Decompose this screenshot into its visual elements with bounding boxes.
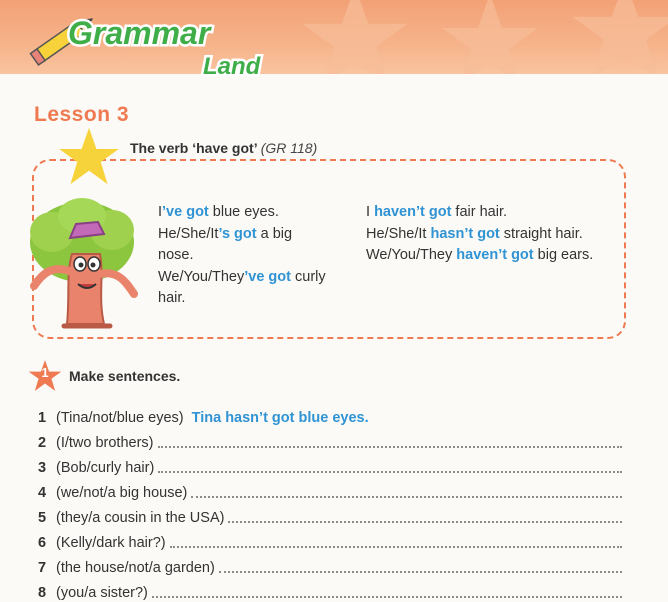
sentence-text: a big nose. bbox=[158, 225, 293, 263]
item-prompt: (they/a cousin in the USA) bbox=[56, 510, 225, 526]
item-number: 2 bbox=[38, 435, 47, 451]
exercise-item bbox=[38, 527, 628, 552]
grammar-heading-text: The verb ‘have got’ bbox=[130, 140, 257, 156]
answer-line[interactable] bbox=[219, 571, 622, 573]
sentence-text: I bbox=[366, 204, 375, 220]
exercise-title: Make sentences. bbox=[69, 368, 181, 384]
verb-form-highlight: haven’t got bbox=[456, 247, 534, 263]
tree-character-illustration bbox=[22, 194, 150, 334]
sentence-text: straight hair. bbox=[499, 225, 583, 242]
sentence-text: We/You/They bbox=[158, 268, 245, 285]
sentence-text: blue eyes. bbox=[208, 204, 279, 220]
exercise-item bbox=[38, 427, 628, 452]
right-example-sentence bbox=[366, 245, 596, 267]
grammar-land-logo bbox=[28, 4, 298, 80]
logo-word-grammar: Grammar bbox=[68, 15, 211, 51]
exercise-item bbox=[38, 477, 628, 502]
item-prompt: (Kelly/dark hair?) bbox=[56, 535, 166, 551]
exercise-list bbox=[38, 402, 628, 602]
grammar-heading bbox=[130, 140, 317, 156]
item-prompt: (I/two brothers) bbox=[56, 435, 154, 451]
sentence-text: big ears. bbox=[533, 247, 594, 263]
verb-form-highlight: ’ve got bbox=[244, 268, 291, 285]
item-number: 8 bbox=[38, 585, 47, 601]
exercise-item bbox=[38, 552, 628, 577]
sentence-text: He/She/It bbox=[158, 225, 219, 242]
exercise-item bbox=[38, 402, 628, 427]
sentence-text: I bbox=[158, 204, 163, 220]
item-number: 7 bbox=[38, 560, 47, 576]
answer-line[interactable] bbox=[191, 496, 622, 498]
item-number: 1 bbox=[38, 410, 47, 426]
banner-star-decoration bbox=[300, 0, 410, 74]
banner-star-decoration bbox=[570, 0, 668, 74]
answer-line[interactable] bbox=[158, 471, 622, 473]
item-number: 3 bbox=[38, 460, 47, 476]
item-number: 4 bbox=[38, 485, 47, 501]
item-number: 5 bbox=[38, 510, 47, 526]
right-example-sentence bbox=[366, 202, 596, 224]
left-example-sentence bbox=[158, 224, 328, 267]
sentence-text: fair hair. bbox=[451, 204, 508, 220]
grammar-reference: (GR 118) bbox=[260, 140, 318, 156]
exercise-item bbox=[38, 452, 628, 477]
item-prompt: (we/not/a big house) bbox=[56, 485, 188, 501]
lesson-title: Lesson 3 bbox=[34, 103, 130, 126]
answer-line[interactable] bbox=[228, 521, 622, 523]
sentence-text: We/You/They bbox=[366, 247, 457, 263]
item-prompt: (Bob/curly hair) bbox=[56, 460, 155, 476]
exercise-item bbox=[38, 577, 628, 602]
logo-word-land: Land bbox=[203, 53, 261, 80]
left-example-sentence bbox=[158, 202, 328, 224]
verb-form-highlight: hasn’t got bbox=[430, 225, 500, 242]
verb-form-highlight: ’s got bbox=[218, 225, 257, 242]
left-example-sentence bbox=[158, 267, 328, 310]
verb-form-highlight: ’ve got bbox=[162, 204, 209, 220]
sentence-text: curly hair. bbox=[158, 268, 326, 306]
exercise-number: 1 bbox=[41, 365, 49, 380]
affirmative-examples bbox=[158, 202, 328, 310]
sentence-text: He/She/It bbox=[366, 225, 431, 242]
item-example-answer: Tina hasn’t got blue eyes. bbox=[191, 410, 369, 426]
negative-examples bbox=[366, 202, 596, 267]
item-prompt: (Tina/not/blue eyes) bbox=[56, 410, 184, 426]
yellow-star-icon bbox=[58, 126, 120, 188]
item-prompt: (you/a sister?) bbox=[56, 585, 148, 601]
item-number: 6 bbox=[38, 535, 47, 551]
answer-line[interactable] bbox=[158, 446, 623, 448]
right-example-sentence bbox=[366, 224, 596, 246]
verb-form-highlight: haven’t got bbox=[374, 204, 452, 220]
item-prompt: (the house/not/a garden) bbox=[56, 560, 215, 576]
exercise-item bbox=[38, 502, 628, 527]
banner-star-decoration bbox=[440, 0, 540, 74]
answer-line[interactable] bbox=[170, 546, 622, 548]
